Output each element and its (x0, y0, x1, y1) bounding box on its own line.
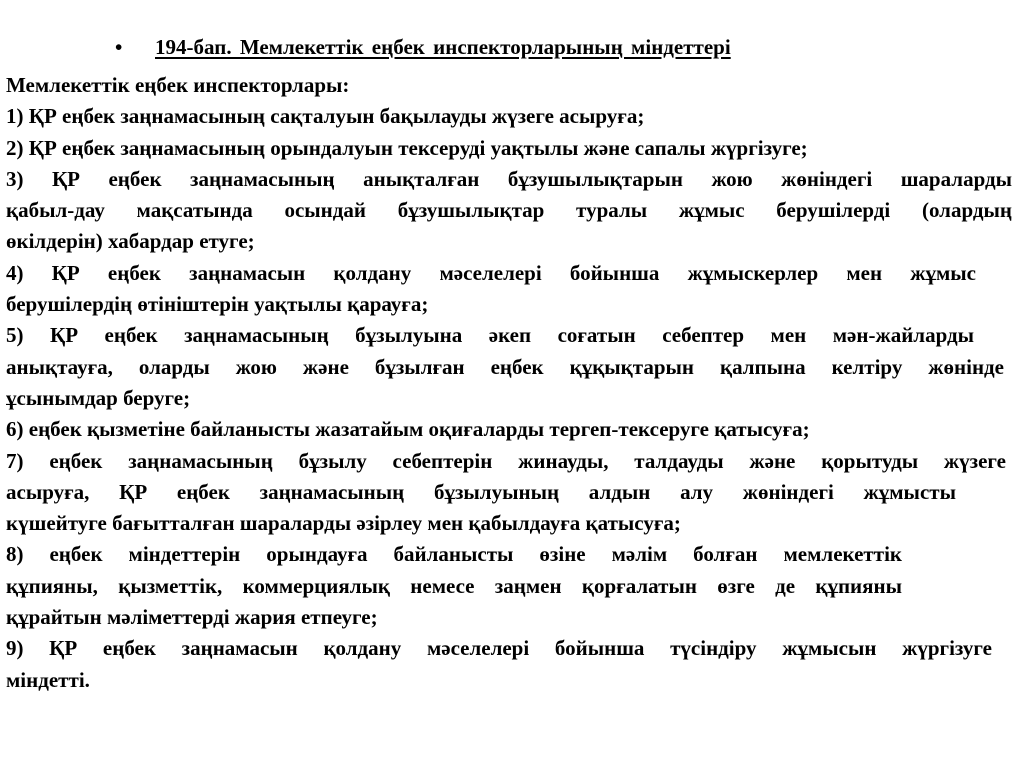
item-5-line-1: 5) ҚР еңбек заңнамасының бұзылуына әкеп соғатын себептер мен мән-жайларды (6, 323, 974, 348)
item-5-line-3: ұсынымдар беруге; (6, 385, 191, 410)
bullet-icon: • (115, 35, 123, 59)
item-3-line-2: қабыл-дау мақсатында осындай бұзушылықтар туралы жұмыс берушілерді (олардың (6, 198, 1012, 223)
intro-line: Мемлекеттік еңбек инспекторлары: (6, 73, 350, 97)
item-2-line: 2) ҚР еңбек заңнамасының орындалуын тексеруді уақтылы және сапалы жүргізуге; (6, 135, 808, 160)
item-7-line-1: 7) еңбек заңнамасының бұзылу себептерін жинауды, талдауды және қорытуды жүзеге (6, 448, 1006, 473)
item-3-line-3: өкілдерін) хабардар етуге; (6, 229, 255, 254)
slide-body (6, 70, 1018, 696)
item-5-line-2: анықтауға, оларды жою және бұзылған еңбек құқықтарын қалпына келтіру жөнінде (6, 354, 1004, 379)
item-6-line: 6) еңбек қызметіне байланысты жазатайым оқиғаларды тергеп-тексеруге қатысуға; (6, 417, 810, 442)
item-8-line-2: құпияны, қызметтік, коммерциялық немесе заңмен қорғалатын өзге де құпияны (6, 573, 902, 598)
item-3-line-1: 3) ҚР еңбек заңнамасының анықталған бұзушылықтарын жою жөніндегі шараларды (6, 166, 1012, 191)
item-7-line-2: асыруға, ҚР еңбек заңнамасының бұзылуының алдын алу жөніндегі жұмысты (6, 479, 956, 504)
item-8-line-3: құрайтын мәліметтерді жария етпеуге; (6, 605, 378, 630)
item-7-line-3: күшейтуге бағытталған шараларды әзірлеу мен қабылдауға қатысуға; (6, 511, 681, 536)
item-9-line-1: 9) ҚР еңбек заңнамасын қолдану мәселелері бойынша түсіндіру жұмысын жүргізуге (6, 636, 992, 661)
item-4-line-1: 4) ҚР еңбек заңнамасын қолдану мәселелері бойынша жұмыскерлер мен жұмыс (6, 260, 976, 285)
heading-title: 194-бап. Мемлекеттік еңбек инспекторларының міндеттері (155, 35, 731, 59)
slide-heading (115, 34, 731, 60)
item-1-line: 1) ҚР еңбек заңнамасының сақталуын бақылауды жүзеге асыруға; (6, 104, 645, 129)
item-8-line-1: 8) еңбек міндеттерін орындауға байланысты өзіне мәлім болған мемлекеттік (6, 542, 902, 567)
item-4-line-2: берушілердің өтініштерін уақтылы қарауға; (6, 292, 429, 317)
item-9-line-2: міндетті. (6, 667, 90, 692)
